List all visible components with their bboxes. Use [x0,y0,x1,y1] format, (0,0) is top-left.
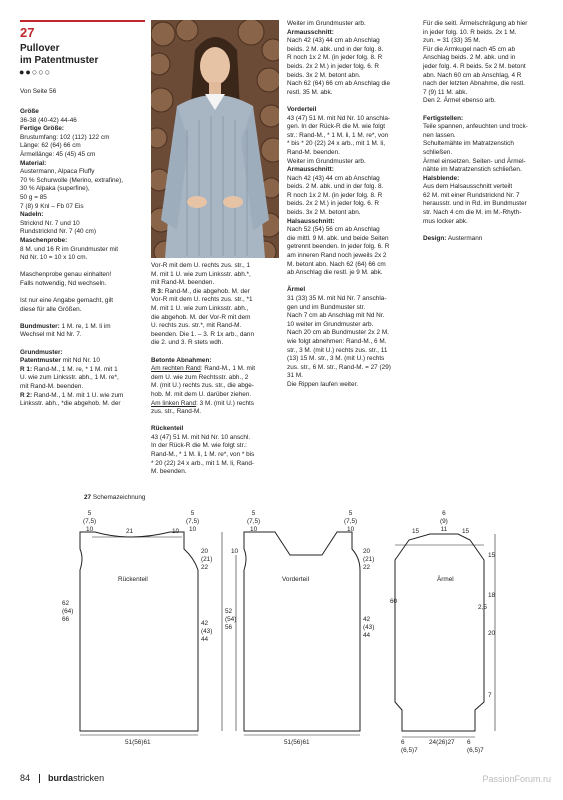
sleeve-dim-bottom-mid: 24(26)27 [429,739,455,746]
model-photo [151,20,279,258]
back-dim-side: 42 (43) 44 [201,620,213,643]
sleeve-dim-cap: 15 [488,552,496,559]
sleeve-dim-20: 20 [488,630,496,637]
back-dim-top-right: 5 (7,5) 10 [186,510,200,533]
front-dim-height: 52 (54) 56 [225,608,237,631]
sleeve-dim-60: 60 [390,598,398,605]
sleeve-dim-bottom-left: 6 (6,5)7 [401,739,418,754]
sleeve-dim-15b: 15 [462,528,470,535]
column-3: Weiter im Grundmuster arb. Armausschnitt: Nach 42 (43) 44 cm ab Anschlag beids. 2 M. abk. und in der folg. 8. R noch 1x 2 M. (in jeder folg. 8. R beids. 2x 2 M.) in jeder folg. 6. R beids. 3x 2 M. betont abn. Nach 62 (64) 66 cm ab Anschlag die restl. 35 M. abk. Vorderteil 43 (47) 51 M. mit Nd Nr. 10 anschla- gen. In der Rück-R die M. wie folgt str.: Rand-M., * 1 M. li, 1 M. re*, von * bis * 20 (22) 24 x arb., mit 1 M. li, Rand-M. beenden. Weiter im Grundmuster arb. Armausschnitt: Nach 42 (43) 44 cm ab Anschlag beids. 2 M. abk. und in der folg. 8. R noch 1x 2 M. (in jeder folg. 8. R beids. 2x 2 M.) in jeder folg. 6. R beids. 3x 2 M. betont abn. Halsausschnitt: Nach 52 (54) 56 cm ab Anschlag die mittl. 9 M. abk. und beide Seiten getrennt beenden. In jeder folg. 6. R am inneren Rand noch jeweils 2x 2 M. betont abn. Nach 62 (64) 66 cm ab Anschlag die restl. je 9 M. abk. Ärmel 31 (33) 35 M. mit Nd Nr. 7 anschla- gen und im Bundmuster str. Nach 7 cm ab Anschlag mit Nd Nr. 10 weiter im Grundmuster arb. Nach 20 cm ab Bundmuster 2x 2 M. wie folgt abnehmen: Rand-M., 6 M. str., 3 M. (mit U.) rechts zus. str., 11 (13) 15 M. str., 3 M. (mit U.) rechts zus. str., 6 M. str., Rand-M. = 27 (29) 31 M. Die Rippen laufen weiter. [287,20,391,388]
schematic-diagram [0,500,563,750]
diagram-title: 27 Schemazeichnung [84,494,146,501]
photo-reference: Von Seite 56 [20,88,57,95]
page-footer: 84 burdastricken [20,773,105,783]
back-dim-top-left: 5 (7,5) 10 [83,510,97,533]
front-piece-outline [244,532,360,731]
front-dim-top-right: 5 (7,5) 10 [344,510,358,533]
sleeve-dim-bottom-right: 6 (6,5)7 [467,739,484,754]
front-dim-side: 42 (43) 44 [363,616,375,639]
sleeve-piece-label: Ärmel [437,576,454,583]
sleeve-dim-2-5: 2,5 [478,604,487,611]
sleeve-dim-15a: 15 [412,528,420,535]
header-rule [20,20,145,22]
back-piece-outline [80,532,198,731]
difficulty-rating: ●●○○○ [19,67,52,77]
front-dim-arm: 20 (21) 22 [363,548,375,571]
sleeve-outline [395,534,484,731]
front-dim-top-left: 5 (7,5) 10 [247,510,261,533]
sleeve-dim-top: 6 (9) 11 [440,510,448,533]
back-dim-10b: 10 [172,528,180,535]
front-dim-neck: 10 [231,548,239,555]
back-dim-21: 21 [126,528,134,535]
front-dim-bottom: 51(56)61 [284,739,310,746]
sleeve-dim-18: 18 [488,592,496,599]
back-piece-label: Rückenteil [118,576,148,583]
watermark: PassionForum.ru [482,774,551,784]
back-dim-arm: 20 (21) 22 [201,548,213,571]
column-2: Vor-R mit dem U. rechts zus. str., 1 M. mit 1 U. wie zum Linksstr. abh.*, mit Rand-M. beenden. R 3: Rand-M., die abgehob. M. der Vor-R mit dem U. rechts zus. str., *1 M. mit 1 U. wie zum Linksstr. abh., die abgehob. M. der Vor-R mit dem U. rechts zus. str.*, mit Rand-M. beenden. Die 1. – 3. R 1x arb., dann die 2. und 3. R stets wdh. Betonte Abnahmen: Am rechten Rand: Rand-M., 1 M. mit dem U. wie zum Rechtsstr. abh., 2 M. (mit U.) rechts zus. str., die abge- hob. M. mit dem U. darüber ziehen. Am linken Rand: 3 M. (mit U.) rechts zus. str., Rand-M. Rückenteil 43 (47) 51 M. mit Nd Nr. 10 anschl. In der Rück-R die M. wie folgt str.: Rand-M., * 1 M. li, 1 M. re*, von * bis * 20 (22) 24 x arb., mit 1 M. li, Rand- M. beenden. [151,262,256,476]
column-1: Größe 36-38 (40-42) 44-46 Fertige Größe: Brustumfang: 102 (112) 122 cm Länge: 62 (64) 66 cm Ärmellänge: 45 (45) 45 cm Material: Austermann, Alpaca Fluffy 70 % Schurwolle (Merino, extrafine), 30 % Alpaka (superfine), 50 g = 85 7 (8) 9 Knl – Fb 07 Eis Nadeln: Stricknd Nr. 7 und 10 Rundstricknd Nr. 7 (40 cm) Maschenprobe: 8 M. und 16 R im Grundmuster mit Nd Nr. 10 = 10 x 10 cm. Maschenprobe genau einhalten! Falls notwendig, Nd wechseln. Ist nur eine Angabe gemacht, gilt diese für alle Größen. Bundmuster: 1 M. re, 1 M. li im Wechsel mit Nd Nr. 7. Grundmuster: Patentmuster mit Nd Nr. 10 R 1: Rand-M., 1 M. re, * 1 M. mit 1 U. wie zum Linksstr. abh., 1 M. re*, mit Rand-M. beenden. R 2: Rand-M., 1 M. mit 1 U. wie zum Linksstr. abh., *die abgehob. M. der [20,108,124,408]
pattern-number: 27 [20,25,35,40]
back-dim-bottom: 51(56)61 [125,739,151,746]
front-piece-label: Vorderteil [282,576,309,583]
sleeve-dim-7: 7 [488,692,492,699]
back-dim-height: 62 (64) 66 [62,600,74,623]
column-4: Für die seitl. Ärmelschrägung ab hier in jeder folg. 10. R beids. 2x 1 M. zun. = 31 (33) 35 M. Für die Armkugel nach 45 cm ab Anschlag beids. 2 M. abk. und in jeder folg. 4. R beids. 5x 2 M. betont abn. Nach 60 cm ab Anschlag, 4 R nach der letzten Abnahme, die restl. 7 (9) 11 M. abk. Den 2. Ärmel ebenso arb. Fertigstellen: Teile spannen, anfeuchten und trock- nen lassen. Schultemähte im Matratzenstich schließen. Ärmel einsetzen. Seiten- und Ärmel- nähte im Matratzenstich schließen. Halsblende: Aus dem Halsausschnitt verteilt 62 M. mit einer Rundstricknd Nr. 7 herausstr. und in Rd. im Bundmuster str. Nach 4 cm die M. im M.-Rhyth- mus locker abk. Design: Austermann [423,20,528,242]
pattern-title: Pullover im Patentmuster [20,43,99,66]
